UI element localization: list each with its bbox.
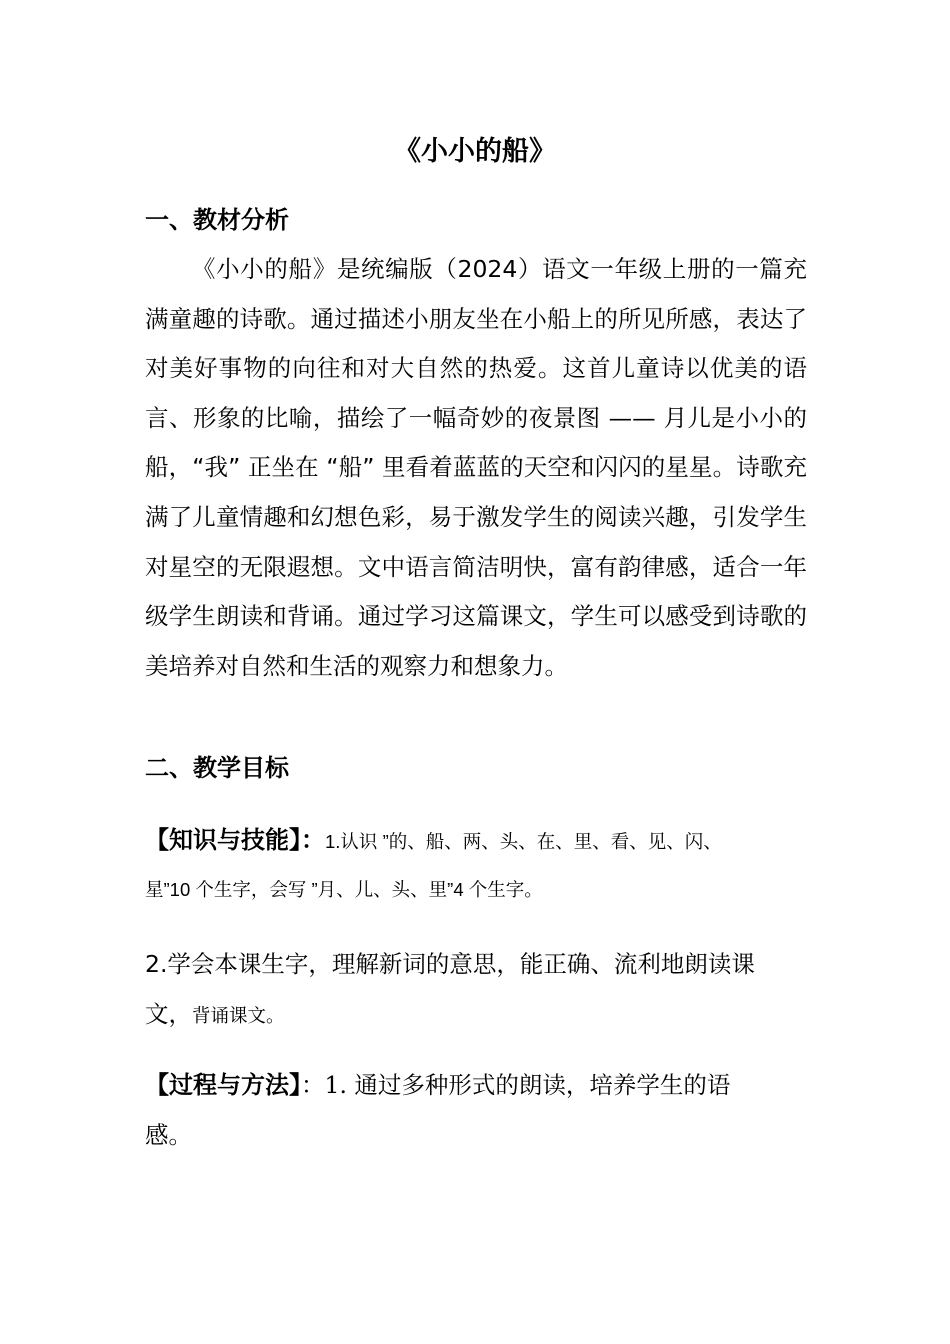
knowledge-skills-line-1 [145,820,807,863]
section-heading-goals: 二、教学目标 [145,754,289,782]
analysis-paragraph: 《小小的船》是统编版（2024）语文一年级上册的一篇充满童趣的诗歌。通过描述小朋友坐在小船上的所见所感，表达了对美好事物的向往和对大自然的热爱。这首儿童诗以优美的语言、形象的比喻，描绘了一幅奇妙的夜景图 —— 月儿是小小的船，“我” 正坐在 “船” 里看着蓝蓝的天空和闪闪的星星。诗歌充满了儿童情趣和幻想色彩，易于激发学生的阅读兴趣，引发学生对星空的无限遐想。文中语言简洁明快，富有韵律感，适合一年级学生朗读和背诵。通过学习这篇课文，学生可以感受到诗歌的美培养对自然和生活的观察力和想象力。 [145,255,807,680]
goal-item-2-line-2 [145,992,807,1039]
process-methods-colon: ： [301,1071,325,1099]
goal-item-2-line-1: 2.学会本课生字，理解新词的意思，能正确、流利地朗读课 [145,950,755,978]
process-methods-label: 【过程与方法】 [145,1071,301,1099]
goal-item-2-text-main: 文， [145,1000,192,1028]
section-heading-analysis: 一、教材分析 [145,206,289,234]
knowledge-skills-line-2: 星”10 个生字，会写 ”月、儿、头、里”4 个生字。 [145,879,543,900]
document-title: 《小小的船》 [394,136,556,167]
process-methods-line-2: 感。 [145,1121,192,1149]
knowledge-skills-text-1: 1.认识 ”的、船、两、头、在、里、看、见、闪、 [325,831,722,852]
goal-item-2-text-small: 背诵课文。 [192,1005,285,1026]
process-methods-line-1 [145,1063,807,1110]
process-methods-text-1: 1. 通过多种形式的朗读，培养学生的语 [324,1071,731,1099]
knowledge-skills-label: 【知识与技能】： [145,826,325,854]
